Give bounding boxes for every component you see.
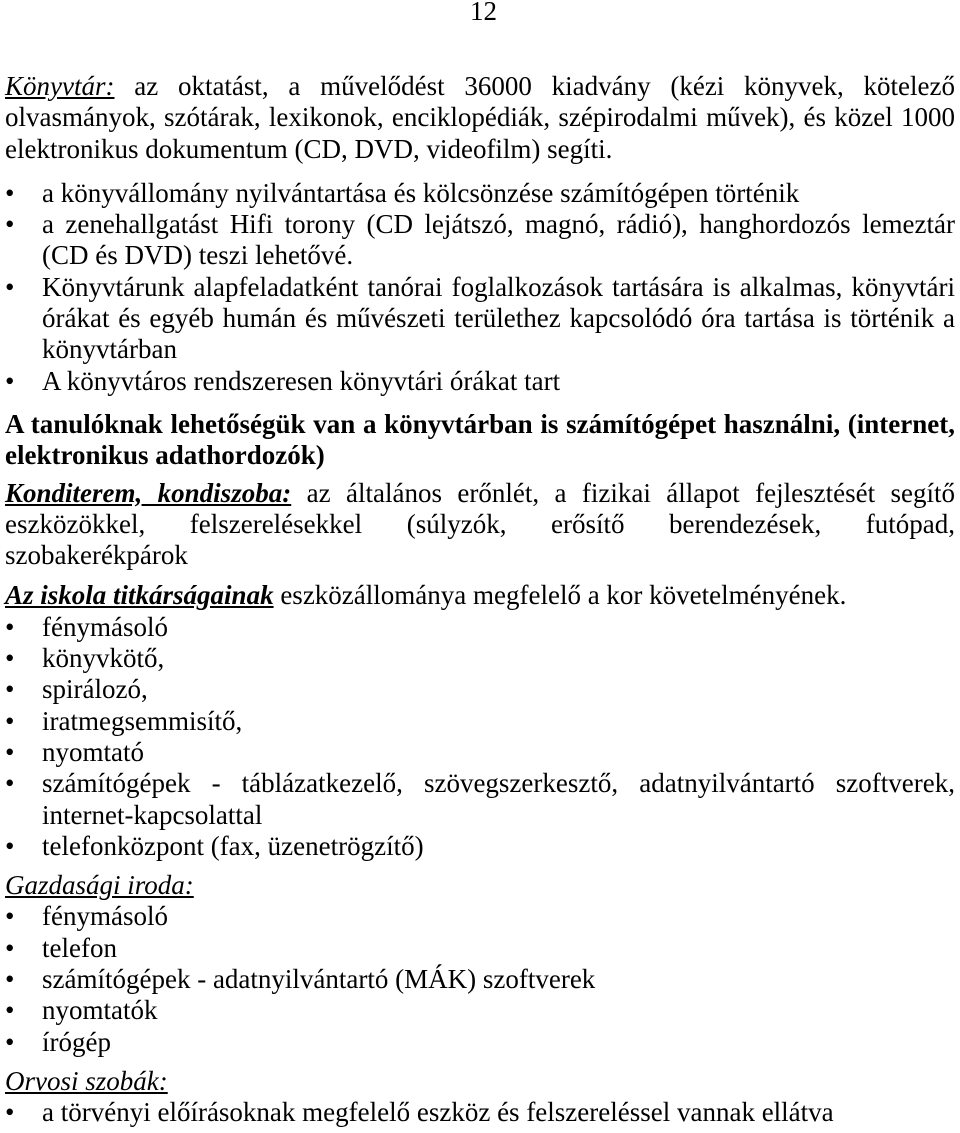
list-item — [5, 831, 955, 862]
library-list — [5, 178, 955, 397]
list-item — [5, 964, 955, 995]
list-item — [5, 995, 955, 1026]
list-item — [5, 901, 955, 932]
computer-note: A tanulóknak lehetőségük van a könyvtárban is számítógépet használni, (internet, elektronikus adathordozók) — [5, 408, 955, 471]
gym-heading: Konditerem, kondiszoba: — [5, 477, 292, 508]
bullet-icon — [5, 737, 14, 768]
list-item-text: Könyvtárunk alapfeladatként tanórai foglalkozások tartására is alkalmas, könyvtári órákat és egyéb humán és művészeti területhez kapcsolódó óra tartása is történik a könyvtárban — [42, 271, 955, 365]
list-item-text: telefon — [42, 932, 117, 963]
list-item — [5, 933, 955, 964]
list-item — [5, 706, 955, 737]
bullet-icon — [5, 178, 14, 209]
list-item — [5, 1027, 955, 1058]
list-item-text: iratmegsemmisítő, — [42, 705, 243, 736]
list-item-text: a törvényi előírásoknak megfelelő eszköz és felszereléssel vannak ellátva — [42, 1097, 834, 1128]
medical-rooms-list — [5, 1097, 955, 1128]
library-paragraph — [5, 71, 955, 165]
bullet-icon — [5, 366, 14, 397]
secretariat-text: eszközállománya megfelelő a kor követelményének. — [273, 580, 847, 611]
list-item-text: könyvkötő, — [42, 643, 165, 674]
bullet-icon — [5, 612, 14, 643]
bullet-icon — [5, 272, 14, 303]
list-item — [5, 768, 955, 831]
bullet-icon — [5, 1027, 14, 1058]
secretariat-heading: Az iskola titkárságainak — [5, 580, 274, 611]
medical-rooms-heading: Orvosi szobák: — [5, 1065, 168, 1096]
gym-paragraph — [5, 478, 955, 572]
library-heading: Könyvtár: — [5, 71, 115, 101]
bullet-icon — [5, 706, 14, 737]
page-number: 12 — [470, 0, 497, 26]
list-item — [5, 209, 955, 272]
bullet-icon — [5, 1097, 14, 1128]
list-item-text: spirálozó, — [42, 674, 148, 705]
document-body — [5, 71, 955, 1129]
bullet-icon — [5, 674, 14, 705]
bullet-icon — [5, 768, 14, 799]
bullet-icon — [5, 933, 14, 964]
list-item-text: számítógépek - táblázatkezelő, szövegszerkesztő, adatnyilvántartó szoftverek, internet-kapcsolattal — [42, 768, 955, 830]
finance-office-paragraph — [5, 870, 955, 901]
list-item — [5, 178, 955, 209]
finance-office-list — [5, 901, 955, 1057]
bullet-icon — [5, 901, 14, 932]
finance-office-heading: Gazdasági iroda: — [5, 870, 194, 901]
list-item — [5, 1097, 955, 1128]
secretariat-list — [5, 612, 955, 862]
bullet-icon — [5, 964, 14, 995]
list-item-text: a könyvállomány nyilvántartása és kölcsönzése számítógépen történik — [42, 177, 800, 208]
bullet-icon — [5, 831, 14, 862]
list-item — [5, 612, 955, 643]
list-item-text: a zenehallgatást Hifi torony (CD lejátszó, magnó, rádió), hanghordozós lemeztár (CD és DVD) teszi lehetővé. — [42, 209, 955, 271]
list-item-text: nyomtató — [42, 736, 144, 767]
bullet-icon — [5, 995, 14, 1026]
secretariat-paragraph — [5, 580, 955, 611]
list-item-text: számítógépek - adatnyilvántartó (MÁK) szoftverek — [42, 964, 596, 995]
list-item-text: fénymásoló — [42, 901, 168, 932]
list-item — [5, 366, 955, 397]
list-item — [5, 272, 955, 366]
list-item — [5, 674, 955, 705]
library-text: az oktatást, a művelődést 36000 kiadvány (kézi könyvek, kötelező olvasmányok, szótárak, lexikonok, enciklopédiák, szépirodalmi művek), és közel 1000 elektronikus dokumentum (CD, DVD, videofilm) segíti. — [5, 71, 955, 164]
bullet-icon — [5, 209, 14, 240]
list-item-text: telefonközpont (fax, üzenetrögzítő) — [42, 830, 424, 861]
gym-text: az általános erőnlét, a fizikai állapot fejlesztését segítő eszközökkel, felszerelésekkel (súlyzók, erősítő berendezések, futópad, szobakerékpárok — [5, 477, 955, 571]
list-item-text: A könyvtáros rendszeresen könyvtári órákat tart — [42, 365, 561, 396]
list-item-text: fénymásoló — [42, 611, 168, 642]
list-item-text: nyomtatók — [42, 995, 158, 1026]
list-item-text: írógép — [42, 1026, 111, 1057]
list-item — [5, 737, 955, 768]
bullet-icon — [5, 643, 14, 674]
medical-rooms-paragraph — [5, 1066, 955, 1097]
list-item — [5, 643, 955, 674]
